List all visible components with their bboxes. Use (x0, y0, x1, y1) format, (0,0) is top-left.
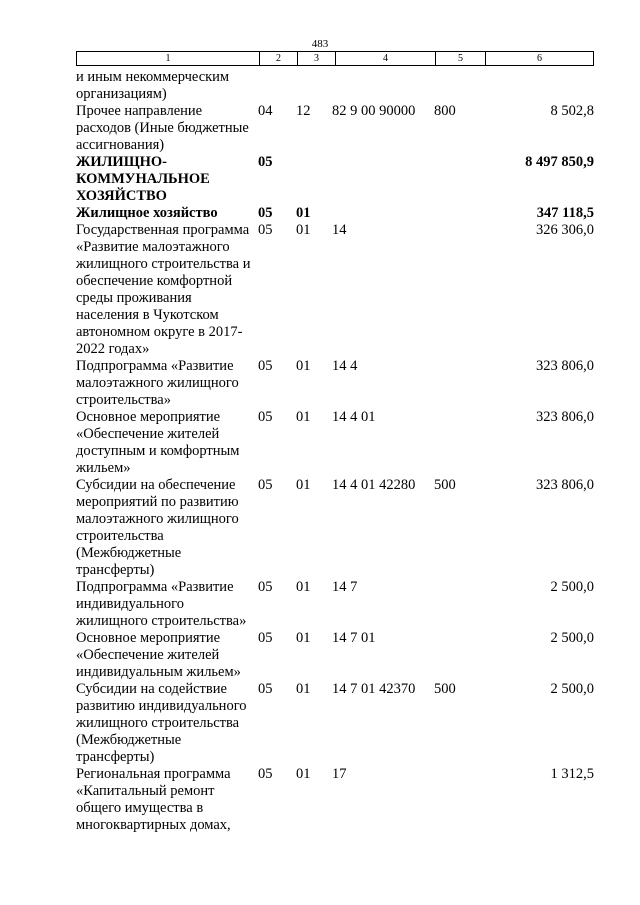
row-expense-type: 500 (434, 681, 456, 697)
row-section: 05 (258, 409, 273, 425)
row-amount: 326 306,0 (536, 222, 594, 238)
table-row (76, 477, 596, 579)
row-amount: 323 806,0 (536, 409, 594, 425)
table-row (76, 579, 596, 630)
page-number: 483 (311, 38, 329, 50)
row-section: 05 (258, 358, 273, 374)
row-name: ЖИЛИЩНО- КОММУНАЛЬНОЕ ХОЗЯЙСТВО (76, 154, 210, 204)
row-expense-type: 800 (434, 103, 456, 119)
row-name: и иным некоммерческим организациям) (76, 69, 230, 102)
header-col-4: 4 (335, 52, 435, 65)
row-section: 05 (258, 681, 273, 697)
row-section: 05 (258, 205, 273, 221)
row-target-article: 14 7 01 42370 (332, 681, 416, 697)
row-amount: 347 118,5 (536, 205, 594, 221)
row-subsection: 01 (296, 205, 311, 221)
row-amount: 323 806,0 (536, 477, 594, 493)
table-row (76, 222, 596, 358)
row-amount: 2 500,0 (550, 579, 594, 595)
row-target-article: 14 4 01 42280 (332, 477, 416, 493)
table-row (76, 69, 596, 103)
row-section: 05 (258, 766, 273, 782)
row-section: 05 (258, 579, 273, 595)
row-subsection: 01 (296, 681, 311, 697)
table-row (76, 409, 596, 477)
row-subsection: 01 (296, 409, 311, 425)
budget-table-body (76, 69, 596, 834)
row-name: Основное мероприятие «Обеспечение жителей индивидуальным жильем» (76, 630, 241, 680)
row-name: Государственная программа «Развитие малоэтажного жилищного строительства и обеспечение комфортной среды проживания населения в Чукотском автономном округе в 2017- 2022 годах» (76, 222, 251, 357)
header-col-6: 6 (485, 52, 593, 65)
row-amount: 2 500,0 (550, 681, 594, 697)
row-target-article: 17 (332, 766, 347, 782)
row-target-article: 82 9 00 90000 (332, 103, 416, 119)
row-name: Субсидии на обеспечение мероприятий по развитию малоэтажного жилищного строительства (Межбюджетные трансферты) (76, 477, 239, 578)
row-target-article: 14 4 01 (332, 409, 376, 425)
table-header (76, 51, 594, 66)
row-subsection: 01 (296, 630, 311, 646)
row-name: Жилищное хозяйство (76, 205, 218, 221)
table-row (76, 358, 596, 409)
table-row (76, 205, 596, 222)
row-amount: 8 497 850,9 (525, 154, 594, 170)
row-name: Подпрограмма «Развитие индивидуального жилищного строительства» (76, 579, 247, 629)
row-amount: 1 312,5 (550, 766, 594, 782)
row-amount: 323 806,0 (536, 358, 594, 374)
table-row (76, 630, 596, 681)
row-amount: 8 502,8 (550, 103, 594, 119)
row-name: Подпрограмма «Развитие малоэтажного жилищного строительства» (76, 358, 239, 408)
header-col-5: 5 (435, 52, 485, 65)
row-expense-type: 500 (434, 477, 456, 493)
row-section: 05 (258, 222, 273, 238)
row-name: Субсидии на содействие развитию индивидуального жилищного строительства (Межбюджетные трансферты) (76, 681, 247, 765)
row-target-article: 14 4 (332, 358, 358, 374)
row-subsection: 01 (296, 766, 311, 782)
header-col-2: 2 (259, 52, 297, 65)
row-target-article: 14 7 (332, 579, 358, 595)
row-name: Региональная программа «Капитальный ремонт общего имущества в многоквартирных домах, (76, 766, 231, 833)
row-target-article: 14 7 01 (332, 630, 376, 646)
table-row (76, 681, 596, 766)
row-section: 05 (258, 477, 273, 493)
row-subsection: 01 (296, 222, 311, 238)
row-subsection: 12 (296, 103, 311, 119)
row-subsection: 01 (296, 358, 311, 374)
table-row (76, 154, 596, 205)
header-col-1: 1 (165, 53, 171, 64)
row-section: 05 (258, 154, 273, 170)
row-subsection: 01 (296, 477, 311, 493)
table-row (76, 103, 596, 154)
row-name: Прочее направление расходов (Иные бюджетные ассигнования) (76, 103, 249, 153)
table-row (76, 766, 596, 834)
row-section: 05 (258, 630, 273, 646)
header-col-3: 3 (297, 52, 335, 65)
row-subsection: 01 (296, 579, 311, 595)
row-amount: 2 500,0 (550, 630, 594, 646)
row-section: 04 (258, 103, 273, 119)
row-name: Основное мероприятие «Обеспечение жителей доступным и комфортным жильем» (76, 409, 240, 476)
row-target-article: 14 (332, 222, 347, 238)
